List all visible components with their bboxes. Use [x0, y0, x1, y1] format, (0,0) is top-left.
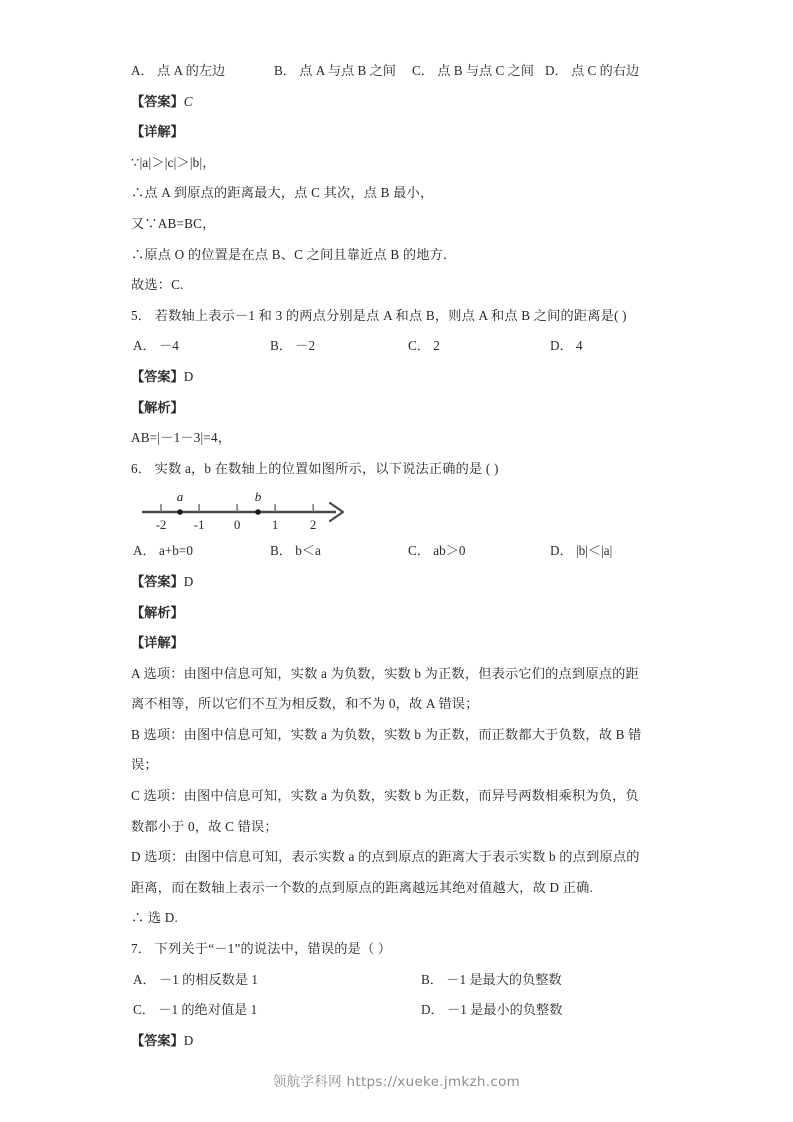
analysis-label: 【解析】	[131, 399, 184, 415]
q6-answer-line	[131, 567, 691, 598]
axis-tick-label: 0	[233, 517, 241, 533]
point-label-a: a	[176, 490, 184, 505]
q4-answer-value: C	[183, 93, 193, 109]
answer-label: 【答案】	[131, 1032, 184, 1048]
answer-label: 【答案】	[131, 573, 184, 589]
q7-options-row-1	[131, 965, 691, 996]
q4-option-d: D． 点 C 的右边	[545, 63, 640, 78]
q6-explain-d-line-1: D 选项：由图中信息可知，表示实数 a 的点到原点的距离大于表示实数 b 的点到原点的	[131, 849, 640, 865]
q7-answer-value: D	[183, 1032, 194, 1048]
point-marker-a	[177, 510, 183, 516]
q7-option-d: D． －1 是最小的负整数	[421, 1002, 563, 1018]
q6-explain-c-line-1: C 选项：由图中信息可知，实数 a 为负数，实数 b 为正数，而异号两数相乘积为负，负	[131, 788, 639, 804]
detail-label: 【详解】	[131, 635, 184, 651]
axis-tick-label: -1	[193, 517, 205, 533]
q7-option-b: B． －1 是最大的负整数	[421, 971, 562, 987]
q5-options-row	[131, 331, 691, 362]
point-label-b: b	[254, 490, 262, 505]
q4-option-b: B． 点 A 与点 B 之间	[274, 63, 396, 78]
axis-ticks	[161, 504, 313, 512]
q7-option-c: C． －1 的绝对值是 1	[133, 1002, 258, 1018]
q6-answer-value: D	[183, 573, 194, 589]
q6-explain-b-line-1: B 选项：由图中信息可知，实数 a 为负数，实数 b 为正数，而正数都大于负数，故 B 错	[131, 726, 642, 742]
q4-option-a: A． 点 A 的左边	[131, 63, 226, 78]
q7-answer-line	[131, 1026, 691, 1057]
q6-explain-d-line-2: 距离，而在数轴上表示一个数的点到原点的距离越远其绝对值越大，故 D 正确.	[131, 879, 593, 895]
number-line-svg	[140, 490, 350, 534]
q6-conclusion: ∴ 选 D.	[131, 910, 178, 926]
q6-explain-b-line-2: 误；	[131, 757, 158, 773]
q5-analysis-label-line	[131, 393, 691, 424]
detail-label: 【详解】	[131, 124, 184, 140]
q4-step-5: 故选：C.	[131, 277, 184, 293]
axis-tick-label: -2	[155, 517, 167, 533]
q6-option-b: B． b＜a	[270, 543, 321, 559]
axis-tick-labels	[156, 517, 317, 532]
q6-explain-c-line-2: 数都小于 0，故 C 错误；	[131, 818, 278, 834]
q5-option-a: A． －4	[133, 338, 179, 354]
number-line-figure	[131, 486, 691, 534]
document-body	[131, 56, 691, 1056]
q5-option-c: C． 2	[408, 338, 440, 354]
q6-explain-a-line-1: A 选项：由图中信息可知，实数 a 为负数，实数 b 为正数，但表示它们的点到原点的距	[131, 665, 639, 681]
q6-detail-label-line	[131, 628, 691, 659]
q6-option-d: D． |b|＜|a|	[550, 543, 613, 559]
q4-detail-label-line	[131, 117, 691, 148]
q5-answer-line	[131, 362, 691, 393]
axis-tick-label: 2	[309, 517, 317, 533]
footer-watermark: 领航学科网 https://xueke.jmkzh.com	[272, 1074, 521, 1090]
q6-option-c: C． ab＞0	[408, 543, 466, 559]
q6-options-row	[131, 536, 691, 567]
q4-step-4: ∴原点 O 的位置是在点 B、C 之间且靠近点 B 的地方．	[131, 246, 457, 262]
q7-option-a: A． －1 的相反数是 1	[133, 971, 258, 987]
q4-option-c: C． 点 B 与点 C 之间	[412, 63, 534, 78]
q4-step-3: 又∵AB=BC，	[131, 215, 216, 231]
q7-stem: 7． 下列关于“－1”的说法中，错误的是（ ）	[131, 941, 392, 957]
axis-tick-label: 1	[271, 517, 279, 533]
answer-label: 【答案】	[131, 93, 184, 109]
q4-answer-line	[131, 87, 691, 118]
q5-stem: 5． 若数轴上表示－1 和 3 的两点分别是点 A 和点 B，则点 A 和点 B 之间的距离是( )	[131, 307, 627, 323]
point-marker-b	[255, 510, 261, 516]
q5-option-d: D． 4	[550, 338, 583, 354]
q5-work	[131, 423, 691, 454]
q4-step-2: ∴点 A 到原点的距离最大，点 C 其次，点 B 最小，	[131, 185, 434, 201]
q6-analysis-label-line	[131, 598, 691, 629]
q7-options-row-2	[131, 995, 691, 1026]
q5-option-b: B． －2	[270, 338, 316, 354]
q4-options-row	[131, 56, 691, 87]
analysis-label: 【解析】	[131, 604, 184, 620]
q5-work-text: AB=|－1－3|=4，	[131, 430, 232, 446]
q5-answer-value: D	[183, 368, 194, 384]
q6-explain-a-line-2: 离不相等，所以它们不互为相反数，和不为 0，故 A 错误；	[131, 696, 479, 712]
q6-option-a: A． a+b=0	[133, 543, 193, 559]
answer-label: 【答案】	[131, 368, 184, 384]
q6-stem: 6． 实数 a，b 在数轴上的位置如图所示，以下说法正确的是 ( )	[131, 460, 499, 476]
q4-step-1: ∵|a|＞|c|＞|b|，	[131, 154, 216, 170]
